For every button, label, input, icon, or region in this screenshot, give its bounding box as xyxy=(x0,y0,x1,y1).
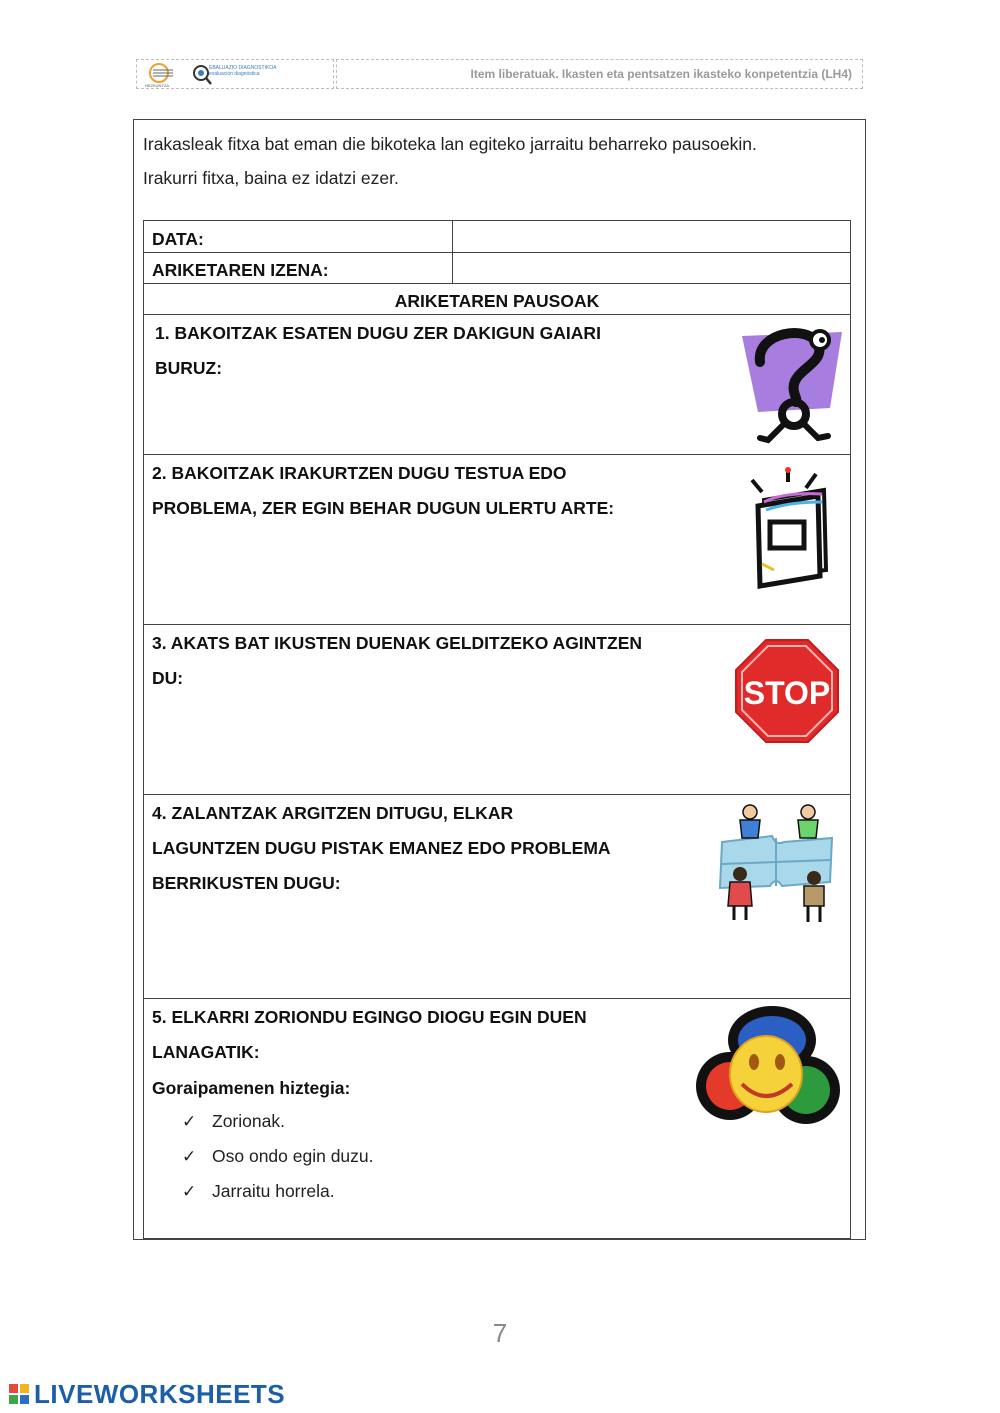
svg-text:HEZKUNTZA: HEZKUNTZA xyxy=(145,83,169,88)
vocab-list xyxy=(182,1104,374,1209)
checkmark-icon: ✓ xyxy=(182,1182,197,1201)
column-divider xyxy=(452,252,453,283)
puzzle-people-icon xyxy=(712,802,842,928)
vocab-item xyxy=(182,1174,374,1209)
step-4-text xyxy=(152,796,692,901)
footer-brand xyxy=(8,1380,285,1408)
page-number: 7 xyxy=(492,1318,508,1348)
step-1-row xyxy=(144,314,850,455)
step-4-word: DITUGU, xyxy=(375,803,448,823)
step-4-row xyxy=(144,794,850,999)
step-4-word: 4. xyxy=(152,803,167,823)
smiley-face-icon xyxy=(696,1004,840,1132)
book-icon xyxy=(744,466,834,592)
stop-sign-text: STOP xyxy=(743,675,831,711)
checkmark-icon: ✓ xyxy=(182,1147,197,1166)
step-4-line-2: LAGUNTZEN DUGU PISTAK EMANEZ EDO PROBLEMA xyxy=(152,838,611,858)
steps-table xyxy=(143,220,851,1239)
intro-text xyxy=(143,127,859,195)
vocab-item xyxy=(182,1139,374,1174)
step-3-row xyxy=(144,624,850,795)
vocab-item-text: Oso ondo egin duzu. xyxy=(212,1146,374,1166)
header-title-box xyxy=(336,59,863,89)
header-title: Item liberatuak. Ikasten eta pentsatzen ikasteko konpetentzia (LH4) xyxy=(470,67,852,81)
vocab-item-text: Zorionak. xyxy=(212,1111,285,1131)
stop-sign-icon xyxy=(734,638,840,744)
header-logos xyxy=(136,59,334,89)
step-5-text xyxy=(152,1000,692,1070)
date-field[interactable] xyxy=(454,221,850,252)
step-4-word: ELKAR xyxy=(452,803,514,823)
step-1-line-2: BURUZ: xyxy=(155,358,223,378)
step-3-line-2: DU: xyxy=(152,668,184,688)
brand-name[interactable]: LIVEWORKSHEETS xyxy=(34,1378,286,1409)
step-1-text xyxy=(155,316,695,386)
step-2-text xyxy=(152,456,692,526)
date-row xyxy=(144,221,850,253)
checkmark-icon: ✓ xyxy=(182,1112,197,1131)
education-logo-icon xyxy=(143,62,179,88)
logo-caption-line2: evaluación diagnóstica xyxy=(209,71,260,77)
step-3-text xyxy=(152,626,692,696)
step-4-line-1 xyxy=(152,796,688,831)
logo-caption xyxy=(209,65,277,77)
step-4-word: ARGITZEN xyxy=(281,803,372,823)
step-3-line-1: 3. AKATS BAT IKUSTEN DUENAK GELDITZEKO AGINTZEN xyxy=(152,633,642,653)
vocab-item-text: Jarraitu horrela. xyxy=(212,1181,335,1201)
exercise-name-row xyxy=(144,252,850,284)
intro-line-1: Irakasleak fitxa bat eman die bikoteka lan egiteko jarraitu beharreko pausoekin. xyxy=(143,134,757,154)
step-4-word: ZALANTZAK xyxy=(171,803,278,823)
steps-heading: ARIKETAREN PAUSOAK xyxy=(394,291,600,311)
liveworksheets-logo-icon xyxy=(8,1383,30,1405)
step-5-line-2: LANAGATIK: xyxy=(152,1042,260,1062)
step-4-line-3: BERRIKUSTEN DUGU: xyxy=(152,873,341,893)
step-2-row xyxy=(144,454,850,625)
step-2-line-1: 2. BAKOITZAK IRAKURTZEN DUGU TESTUA EDO xyxy=(152,463,567,483)
vocab-title: Goraipamenen hiztegia: xyxy=(152,1078,351,1098)
steps-heading-row xyxy=(144,283,850,315)
step-5-row xyxy=(144,998,850,1236)
logo-caption-line1: EBALUAZIO DIAGNOSTIKOA xyxy=(209,65,277,71)
page-header xyxy=(136,59,863,89)
question-mark-icon xyxy=(738,322,842,444)
step-1-line-1: 1. BAKOITZAK ESATEN DUGU ZER DAKIGUN GAIARI xyxy=(155,323,601,343)
date-label: DATA: xyxy=(152,229,204,249)
vocab-item xyxy=(182,1104,374,1139)
intro-line-2: Irakurri fitxa, baina ez idatzi ezer. xyxy=(143,168,399,188)
exercise-name-label: ARIKETAREN IZENA: xyxy=(152,260,329,280)
step-5-line-1: 5. ELKARRI ZORIONDU EGINGO DIOGU EGIN DUEN xyxy=(152,1007,587,1027)
column-divider xyxy=(452,221,453,252)
step-2-line-2: PROBLEMA, ZER EGIN BEHAR DUGUN ULERTU ARTE: xyxy=(152,498,615,518)
exercise-name-field[interactable] xyxy=(454,252,850,283)
